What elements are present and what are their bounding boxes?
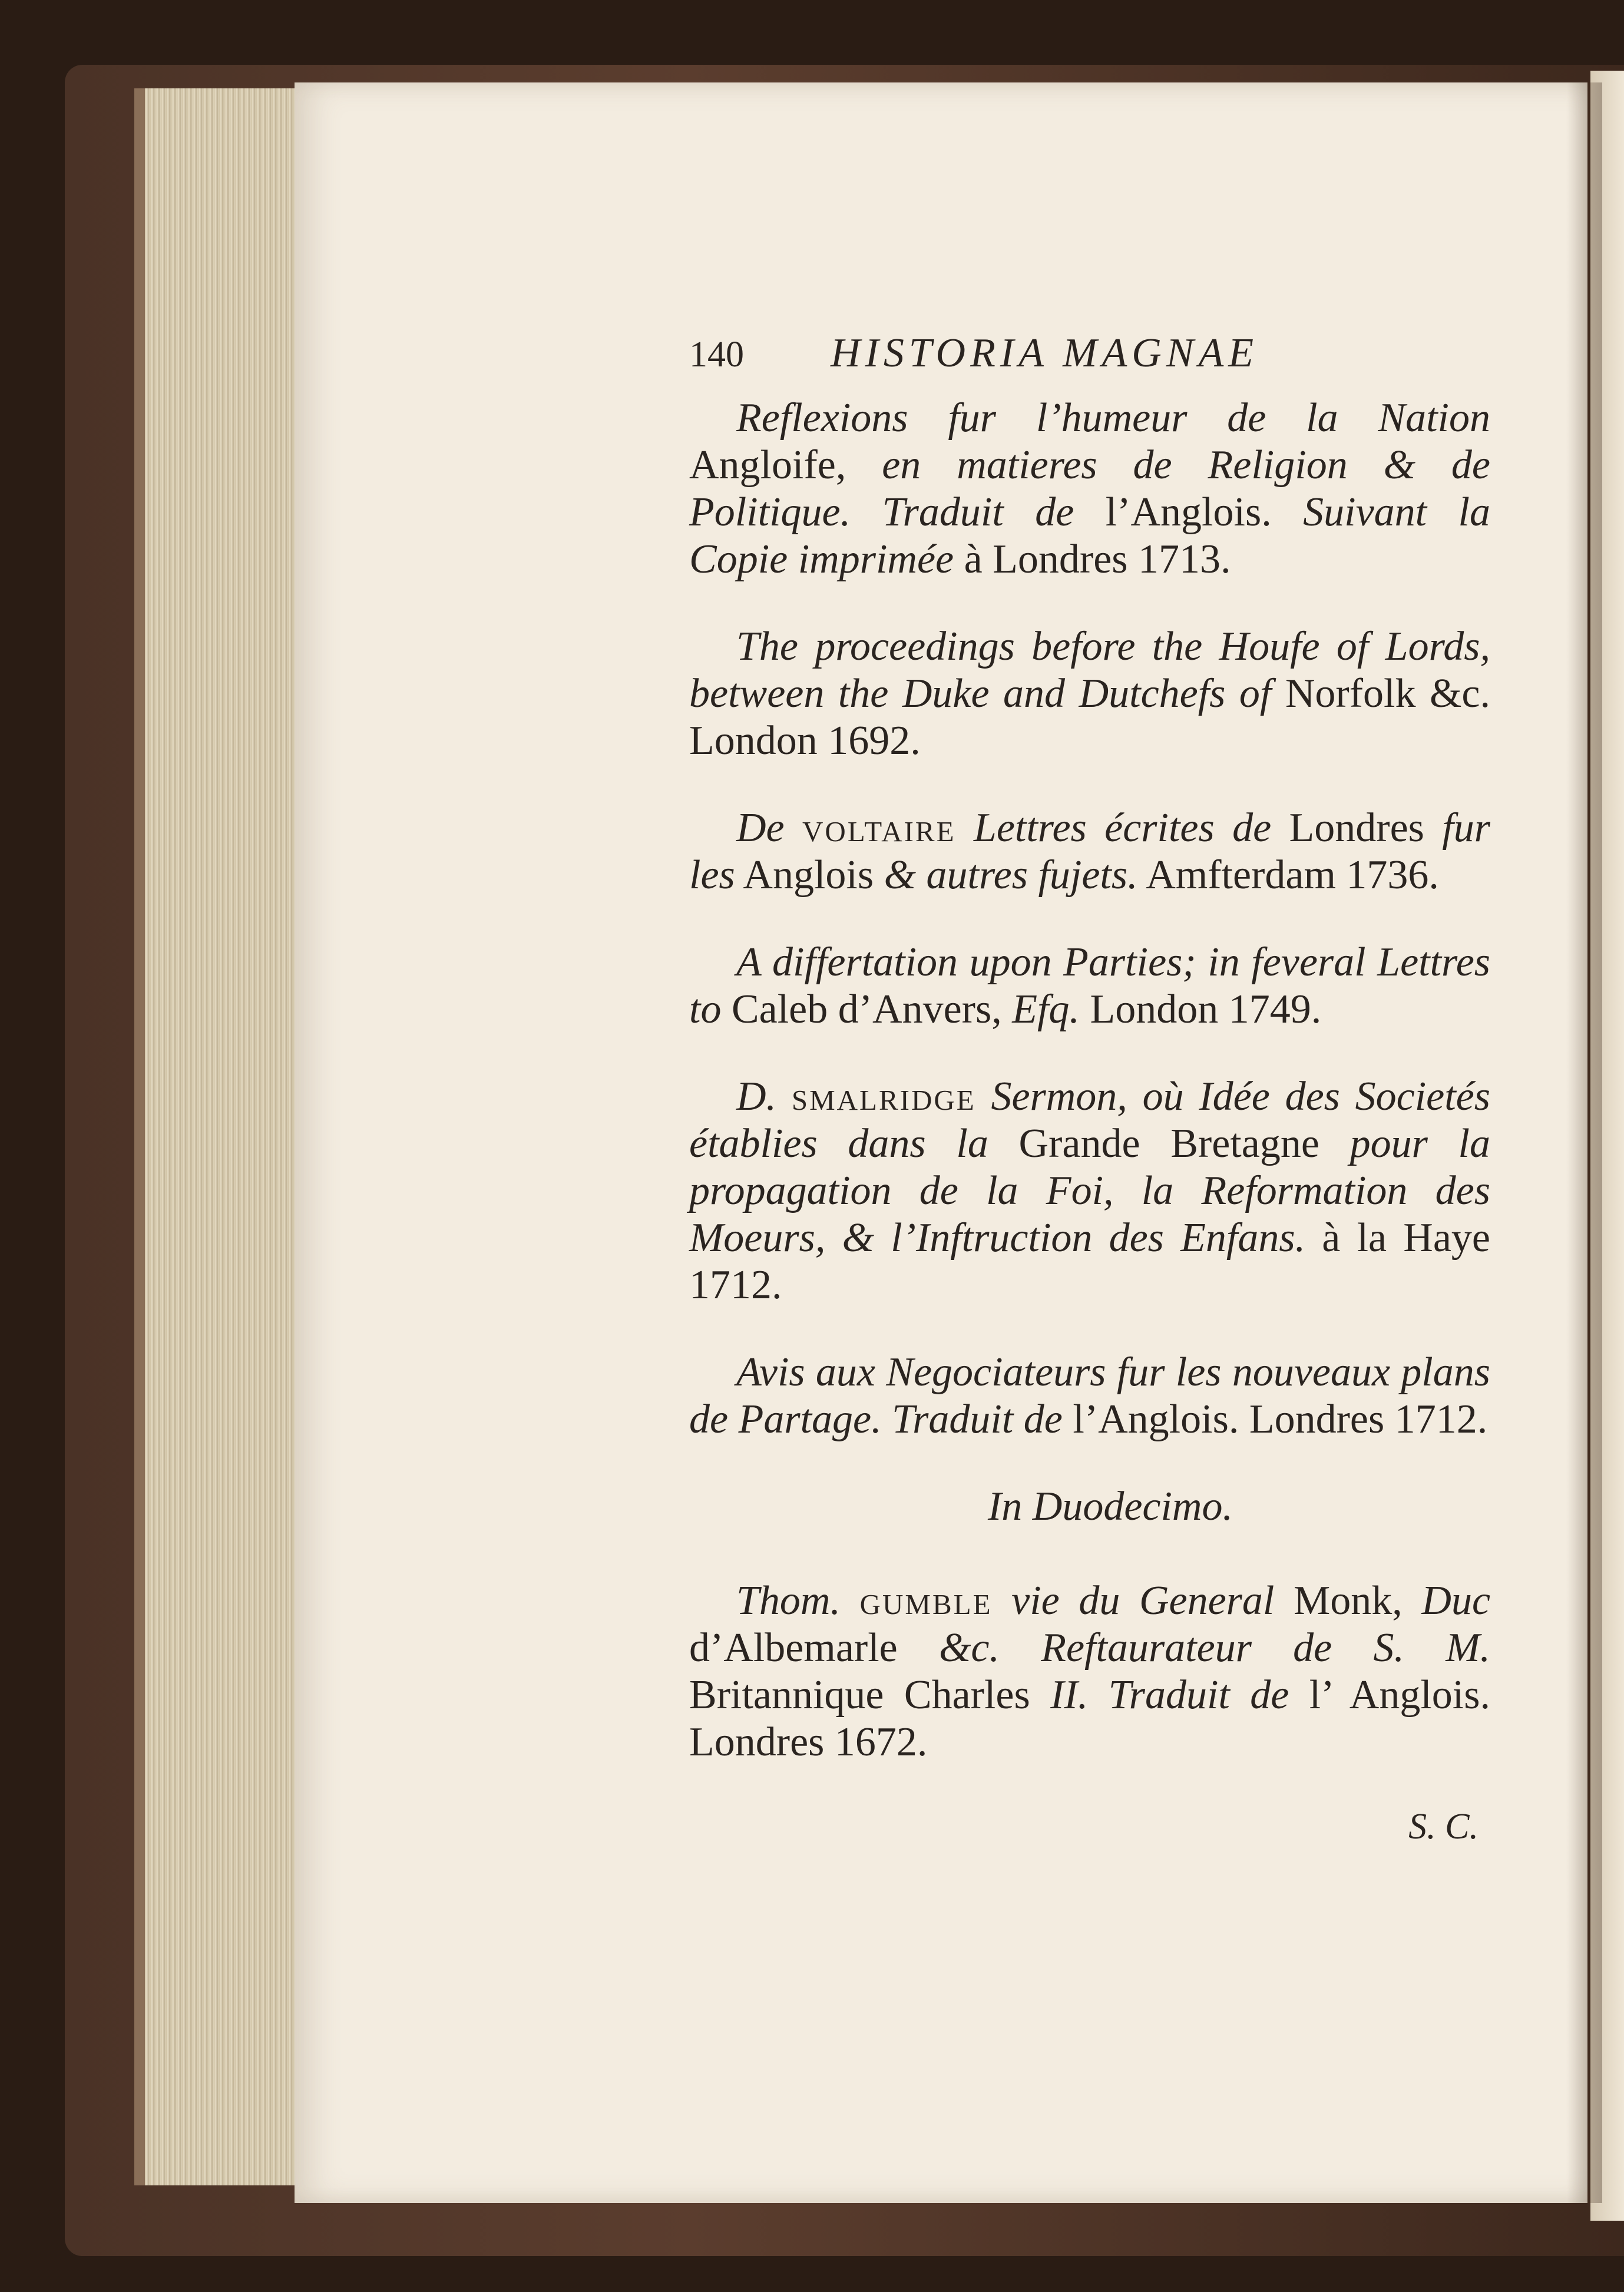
bibliography-entry bbox=[689, 1577, 1490, 1766]
bibliography-entry bbox=[689, 1073, 1490, 1309]
entry-text: l’Anglois. bbox=[1074, 490, 1304, 535]
entry-text: à Londres 1713. bbox=[954, 537, 1231, 582]
entry-text: gumble bbox=[859, 1578, 993, 1623]
entry-text: Duc bbox=[1421, 1578, 1491, 1623]
bibliography-entry bbox=[689, 623, 1490, 765]
entry-text: &c. Reftaurateur de S. M. bbox=[938, 1625, 1491, 1671]
bibliography-entry bbox=[689, 939, 1490, 1033]
entry-text: Avis aux Negociateurs fur les nouveaux plans de Partage. Traduit de bbox=[689, 1350, 1490, 1442]
page-text bbox=[689, 330, 1490, 1848]
running-head bbox=[689, 330, 1490, 395]
entry-text: d’Albemarle bbox=[689, 1625, 939, 1671]
entry-text: vie du General bbox=[992, 1578, 1275, 1623]
entry-text: Anglois bbox=[735, 852, 884, 898]
gutter-shadow bbox=[1567, 82, 1602, 2203]
entry-text: l’Anglois. Londres 1712. bbox=[1062, 1397, 1488, 1442]
entry-list-duodecimo bbox=[689, 1577, 1490, 1766]
entry-text: Thom. bbox=[736, 1578, 860, 1623]
running-title: HISTORIA MAGNAE bbox=[831, 330, 1258, 376]
entry-text: II. Traduit de bbox=[1050, 1672, 1289, 1718]
entry-text: Caleb d’Anvers, bbox=[721, 987, 1013, 1032]
entry-text: The proceedings before the Houfe of Lords, between the Duke and Dutchefs of bbox=[689, 624, 1490, 716]
page-number: 140 bbox=[689, 335, 744, 375]
entry-text: A differtation upon Parties; in feveral Lettres to bbox=[689, 940, 1490, 1032]
entry-text: pour la propagation de la Foi, la Reformation des Moeurs, & l’Inftruction des Enfans. bbox=[689, 1121, 1490, 1261]
entry-text: Lettres écrites de bbox=[955, 805, 1272, 851]
entry-text: D. bbox=[736, 1074, 792, 1119]
entry-text: Londres bbox=[1271, 805, 1443, 851]
entry-text: Sermon, où Idée des Societés établies dans la bbox=[689, 1074, 1490, 1166]
bibliography-entry bbox=[689, 395, 1490, 583]
entry-text: Grande Bretagne bbox=[988, 1121, 1350, 1166]
entry-text: voltaire bbox=[802, 805, 956, 851]
entry-text: l’ Anglois. Londres 1672. bbox=[689, 1672, 1490, 1765]
entry-text: Norfolk &c. London 1692. bbox=[689, 671, 1490, 763]
catchword: S. C. bbox=[1408, 1807, 1479, 1847]
entry-text: Efq. bbox=[1012, 987, 1080, 1032]
entry-text: Amfterdam 1736. bbox=[1137, 852, 1439, 898]
entry-text: London 1749. bbox=[1079, 987, 1322, 1032]
entry-text: fur les bbox=[689, 805, 1490, 898]
entry-text: Reflexions fur l’humeur de la Nation bbox=[736, 395, 1490, 441]
bibliography-entry bbox=[689, 805, 1490, 899]
entry-list bbox=[689, 395, 1490, 1443]
entry-text: à la Haye 1712. bbox=[689, 1215, 1491, 1308]
page-edges bbox=[134, 88, 316, 2185]
entry-text: en matieres de Religion & de Politique. Traduit de bbox=[689, 442, 1491, 535]
entry-text: Monk, bbox=[1274, 1578, 1422, 1623]
entry-text: Britannique Charles bbox=[689, 1672, 1051, 1718]
entry-text: & autres fujets. bbox=[884, 852, 1138, 898]
entry-text: Suivant la Copie imprimée bbox=[689, 490, 1490, 582]
entry-text: Angloife, bbox=[689, 442, 882, 488]
bibliography-entry bbox=[689, 1349, 1490, 1443]
section-heading: In Duodecimo. bbox=[987, 1484, 1233, 1529]
entry-text: smalridge bbox=[791, 1074, 976, 1119]
entry-text: De bbox=[736, 805, 802, 851]
